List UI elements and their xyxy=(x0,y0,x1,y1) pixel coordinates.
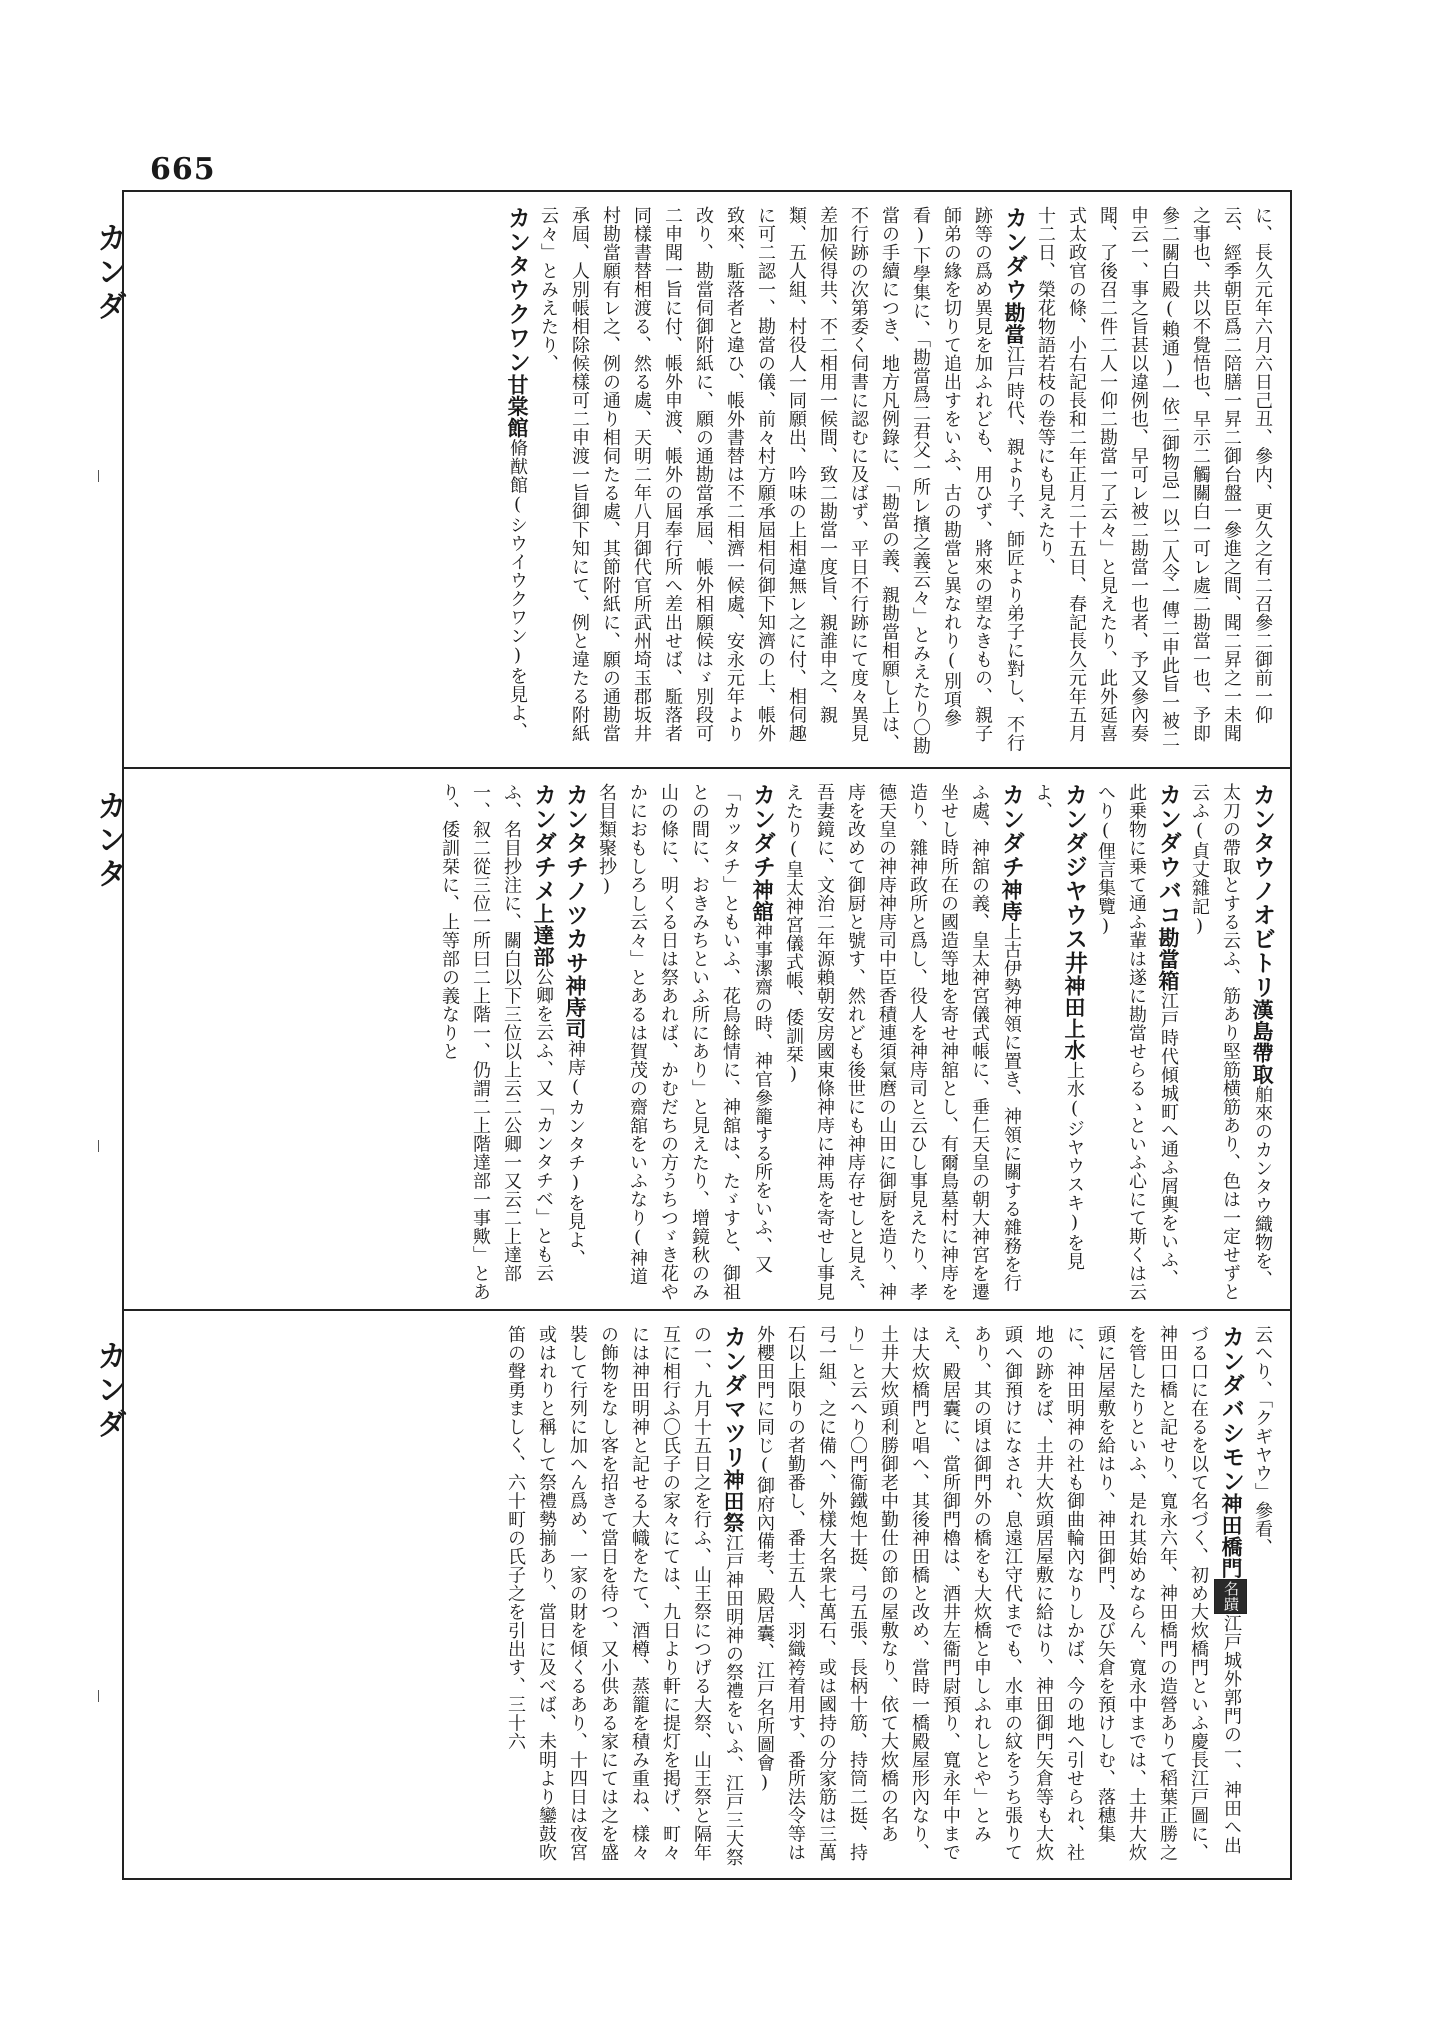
entry-kanji: 甘棠館 xyxy=(505,374,530,439)
dictionary-entry xyxy=(559,783,591,1301)
crop-mark xyxy=(98,470,99,482)
entry-body: 江戸城外郭門の一、神田へ出づる口に在るを以て名づく、初め大炊橋門といふ慶長江戸圖に、神田口橋と記せり、寬永六年、神田橋門の造營ありて稻葉正勝之を管したりといふ、是れ其始めならん、寬永中までは、土井大炊頭に居屋敷を給はり、神田御門、及び矢倉を預けしむ、落穗集に、神田明神の社も御曲輪內なりしかば、今の地へ引せられ、社地の跡をば、土井大炊頭居屋敷に給はり、神田御門矢倉等も大炊頭へ御預けになされ、息遠江守代までも、水車の紋をうち張りてあり、其の頃は御門外の橋をも大炊橋と申しふれしとや」とみえ、殿居囊に、當所御門櫓は、酒井左衞門尉預り、寬永年中までは大炊橋門と唱へ、其後神田橋と改め、當時一橋殿屋形內なり、土井大炊頭利勝御老中勤仕の節の屋敷なり、依て大炊橋の名あり」と云へり〇門衞鐵炮十挺、弓五張、長柄十筋、持筒二挺、持弓一組、之に備へ、外樣大名衆七萬石、或は國持の分家筋は三萬石以上限りの者勤番し、番士五人、羽織袴着用す、番所法令等は外櫻田門に同じ(御府內備考、殿居囊、江戸名所圖會) xyxy=(754,1325,1242,1862)
entry-body: 上水(ジヤウスキ)を見よ、 xyxy=(1032,783,1085,1271)
entry-kanji: 神庤司 xyxy=(563,975,588,1040)
continuation-text: に、長久元年六月六日己丑、參内、更久之有二召參二御前一仰云、經季朝臣爲二陪膳一昇二御台盤一參進之間、聞二昇之一未聞之事也、共以不覺悟也、早示二觸關白一可レ處二勘當一也、予即參二關白殿(賴通)一依二御物忌一以二人令一傳二申此旨一被二申云一、事之旨甚以違例也、早可レ被二勘當一也者、予又參內奏聞、了後召二件二人一仰二勘當一了云々」と見えたり、此外延喜式太政官の條、小右記長和二年正月二十五日、春記長久元年五月十二日、榮花物語若枝の卷等にも見えたり、 xyxy=(1035,206,1273,749)
dictionary-entry xyxy=(778,783,1027,1301)
entry-body: 神事潔齋の時、神官參籠する所をいふ、又「カッタチ」ともいふ、花鳥餘情に、神舘は、たゞすと、御祖との間に、おきみちといふ所にあり」と見えたり、增鏡秋のみ山の條に、明くる日は祭あれば、かむだちの方うちつゞき花やかにおもしろし云々」とあるは賀茂の齋舘をいふなり(神道名目類聚抄) xyxy=(596,783,773,1301)
tier-top xyxy=(124,192,1290,769)
dictionary-entry xyxy=(434,783,559,1301)
text-column xyxy=(124,192,1290,767)
entry-kanji: 神田橋門 xyxy=(1219,1493,1244,1579)
dictionary-entry xyxy=(501,206,533,759)
crop-mark xyxy=(98,1140,99,1152)
entry-heading: カンダウバコ xyxy=(1155,783,1181,927)
entry-body: 舶來のカンタウ織物を、太刀の帶取とする云ふ、筋あり堅筋横筋あり、色は一定せずと云ふ(貞丈雜記) xyxy=(1189,783,1273,1301)
entry-heading: カンタウノオビトリ xyxy=(1249,783,1275,999)
entry-body: 上古伊勢神領に置き、神領に關する雜務を行ふ處、神舘の義、皇太神宮儀式帳に、垂仁天皇の朝大神宮を遷坐せし時所在の國造等地を寄せ神舘とし、有爾鳥墓村に神庤を造り、雜神政所と爲し、役人を神庤司と云ひし事見えたり、孝德天皇の神庤神庤司中臣香積連須氣麿の山田に御厨を造り、神庤を改めて御厨と號す、然れども後世にも神庤存せしと見え、吾妻鏡に、文治二年源賴朝安房國東條神庤に神馬を寄せし事見えたり(皇太神宮儀式帳、倭訓栞) xyxy=(783,783,1022,1301)
page-frame xyxy=(122,190,1292,1880)
entry-body: 公卿を云ふ、又「カンタチベ」とも云ふ、名目抄注に、關白以下三位以上云二公卿一又云二上達部一、叙二從三位一所曰二上階一、仍謂二上階達部一事歟」とあり、倭訓栞に、上等部の義なりと xyxy=(439,783,554,1301)
entry-heading: カンダジヤウス井 xyxy=(1061,783,1087,975)
entry-heading: カンダマツリ xyxy=(720,1325,746,1469)
entry-heading: カンダバシモン xyxy=(1218,1325,1244,1493)
entry-body: 神庤(カンタチ)を見よ、 xyxy=(565,1039,586,1268)
dictionary-entry xyxy=(1027,783,1090,1301)
entry-body: 脩猷館(シウイウクワン)を見よ、 xyxy=(507,438,528,741)
text-column xyxy=(124,1311,1290,1878)
text-column xyxy=(124,769,1290,1309)
entry-body: 江戸神田明神の祭禮をいふ、江戸三大祭の一、九月十五日之を行ふ、山王祭につげる大祭、山王祭と隔年互に相行ふ〇氏子の家々にては、九日より軒に提灯を掲げ、町々には神田明神と記せる大幟をたて、酒樽、蒸籠を積み重ね、樣々の飾物をなし客を招きて當日を待つ、又小供ある家にては之を盛裝して行列に加へん爲め、一家の財を傾くるあり、十四日は夜宮或はれりと稱して祭禮勢揃あり、當日に及べば、未明より鑾鼓吹笛の聲勇ましく、六十町の氏子之を引出す、三十六 xyxy=(505,1325,744,1867)
tier-bottom xyxy=(124,1311,1290,1878)
entry-kanji: 神舘 xyxy=(750,879,775,922)
entry-heading: カンタチノツカサ xyxy=(562,783,588,975)
dictionary-entry xyxy=(591,783,778,1301)
continuation-text: 云へり、「クギヤウ」參看、 xyxy=(1252,1325,1273,1557)
dictionary-entry xyxy=(1090,783,1184,1301)
entry-kanji: 勘當 xyxy=(1002,302,1027,345)
margin-label: カンタ xyxy=(91,790,126,892)
entry-heading: カンダチ xyxy=(998,783,1024,879)
entry-body: 江戸時代、親より子、師匠より弟子に對し、不行跡等の爲め異見を加ふれども、用ひず、將來の望なきもの、親子師弟の緣を切りて追出すをいふ、古の勘當と異なれり(別項參看)下學集に、「勘當爲二君父一所レ擯之義云々」とみえたり〇勘當の手續につき、地方凡例錄に、「勘當の義、親勘當相願し上は、不行跡の次第委く伺書に認むに及ばず、平日不行跡にて度々異見差加候得共、不二相用一候間、致二勘當一度旨、親誰申之、親類、五人組、村役人一同願出、吟味の上相違無レ之に付、相伺趣に可二認一、勘當の儀、前々村方願承屆相伺御下知濟の上、帳外致來、駈落者と違ひ、帳外書替は不二相濟一候處、安永元年より改り、勘當伺御附紙に、願の通勘當承屆、帳外相願候はゞ別段可二申聞一旨に付、帳外申渡、帳外の屆奉行所へ差出せば、駈落者同樣書替相渡る、然る處、天明二年八月御代官所武州埼玉郡坂井村勘當願有レ之、例の通り相伺たる處、其節附紙に、願の通勘當承屆、人別帳相除候樣可二申渡一旨御下知にて、例と違たる附紙云々」とみえたり、 xyxy=(538,206,1025,755)
margin-label: カンダ xyxy=(91,222,126,324)
page-number: 665 xyxy=(150,152,216,187)
entry-kanji: 上達部 xyxy=(531,903,556,968)
dictionary-entry xyxy=(749,1325,1247,1870)
entry-kanji: 神田祭 xyxy=(721,1469,746,1534)
entry-heading: カンタウクワン xyxy=(504,206,530,374)
margin-label: カンダ xyxy=(91,1340,126,1442)
entry-kanji: 神庤 xyxy=(999,879,1024,922)
category-tag: 名蹟 xyxy=(1214,1579,1247,1614)
entry-kanji: 漢島帶取 xyxy=(1250,999,1275,1085)
entry-heading: カンダウ xyxy=(1001,206,1027,302)
tier-middle xyxy=(124,769,1290,1311)
entry-kanji: 神田上水 xyxy=(1062,975,1087,1061)
entry-heading: カンダチメ xyxy=(530,783,556,903)
entry-kanji: 勘當箱 xyxy=(1156,927,1181,992)
crop-mark xyxy=(98,1690,99,1702)
dictionary-entry xyxy=(533,206,1030,759)
dictionary-entry xyxy=(1184,783,1278,1301)
dictionary-entry xyxy=(500,1325,749,1870)
entry-body: 江戸時代傾城町へ通ふ屑輿をいふ、此乗物に乗て通ふ輩は遂に勘當せらるゝといふ心にて斯くは云へり(俚言集覽) xyxy=(1095,783,1179,1301)
entry-heading: カンダチ xyxy=(749,783,775,879)
